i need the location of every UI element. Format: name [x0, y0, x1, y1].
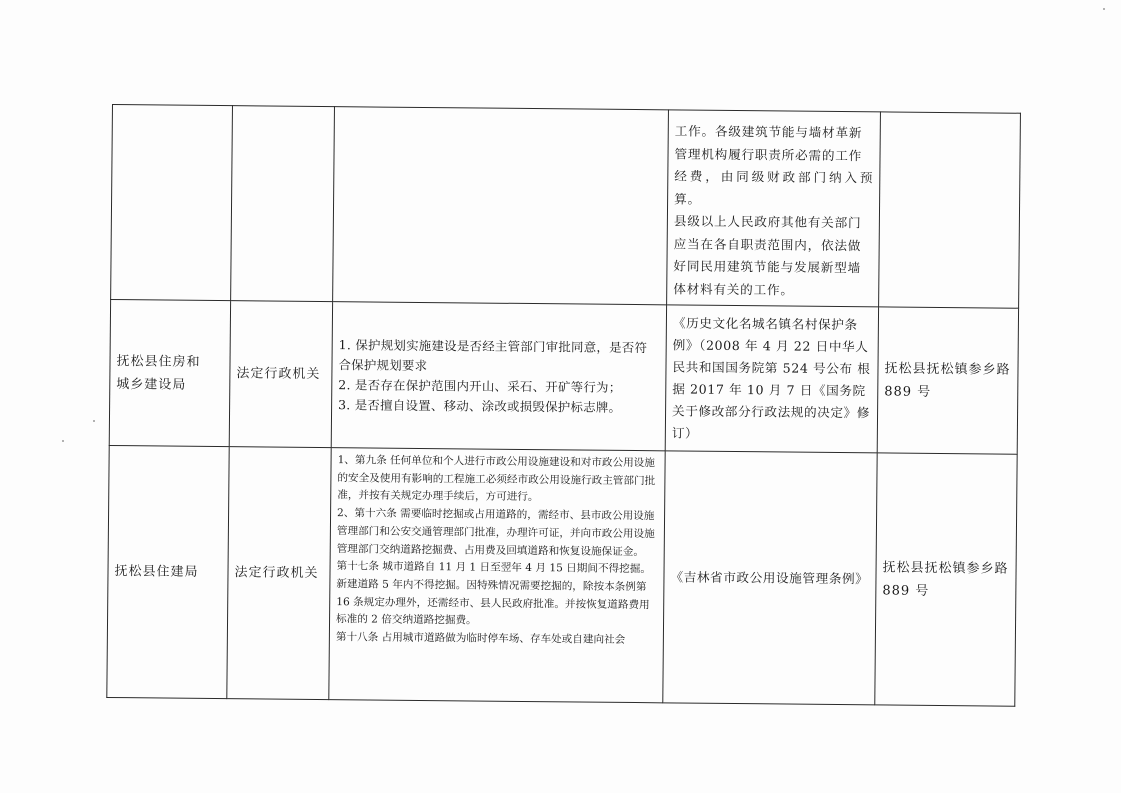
legal-basis-cell: 《吉林省市政公用设施管理条例》: [663, 451, 877, 705]
basis-line: 经费，由同级财政部门纳入预算。: [674, 168, 874, 207]
table-row: [107, 445, 1017, 706]
basis-line: 工作。各级建筑节能与墙材革新: [674, 123, 863, 141]
table-row: [109, 299, 1018, 454]
items-cell-empty: [333, 107, 669, 305]
basis-line: 体材料有关的工作。: [673, 280, 794, 298]
address-cell-empty: [879, 112, 1021, 308]
agency-nature-cell: 法定行政机关: [227, 447, 331, 700]
scan-speck: [62, 440, 64, 442]
inspection-item: 3. 是否擅自设置、移动、涂改或损毁保护标志牌。: [338, 396, 622, 415]
inspection-item: 2、第十六条 需要临时挖掘或占用道路的，需经市、县市政公用设施管理部门和公安交通管理部门批准，办理许可证，并向市政公用设施管理部门交纳道路挖掘费、占用费及回填道路和恢复设施保证金。: [336, 507, 655, 558]
inspection-items-cell: [329, 448, 665, 703]
address-cell: 抚松县抚松镇参乡路 889 号: [877, 307, 1018, 454]
basis-line: 县级以上人民政府其他有关部门: [673, 213, 862, 231]
agency-cell: 抚松县住建局: [107, 445, 229, 698]
legal-basis-cell: 《历史文化名城名镇名村保护条例》（2008 年 4 月 22 日中华人民共和国国务院第 524 号公布 根据 2017 年 10 月 7 日《国务院关于修改部分行政法规的决定》修订）: [665, 305, 878, 453]
address-cell: 抚松县抚松镇参乡路 889 号: [875, 453, 1017, 706]
nature-cell-empty: [231, 106, 335, 302]
inspection-item: 第十七条 城市道路自 11 月 1 日至翌年 4 月 15 日期间不得挖掘。新建道路 5 年内不得挖掘。因特殊情况需要挖掘的，除按本条例第 16 条规定办理外，还需经市、县人民政府批准。并按恢复道路费用标准的 2 倍交纳道路挖掘费。: [336, 560, 652, 627]
agency-line: 抚松县住房和: [116, 353, 201, 370]
inspection-item: 1. 保护规划实施建设是否经主管部门审批同意，是否符合保护规划要求: [338, 336, 648, 373]
supervision-table: [106, 104, 1021, 707]
inspection-items-cell: [331, 302, 666, 451]
inspection-item: 第十八条 占用城市道路做为临时停车场、存车处或自建向社会: [335, 631, 626, 646]
scan-speck: [93, 420, 95, 422]
legal-basis-cell: [667, 110, 881, 307]
scan-speck: [1103, 8, 1105, 10]
basis-line: 好同民用建筑节能与发展新型墙: [673, 258, 862, 276]
inspection-item: 1、第九条 任何单位和个人进行市政公用设施建设和对市政公用设施的安全及使用有影响的工程施工必须经市政公用设施行政主管部门批准，并按有关规定办理手续后，方可进行。: [337, 454, 656, 504]
table-row: [111, 105, 1021, 309]
agency-cell-empty: [111, 105, 233, 301]
agency-nature-cell: 法定行政机关: [229, 301, 332, 448]
inspection-item: 2. 是否存在保护范围内开山、采石、开矿等行为；: [338, 376, 622, 395]
basis-line: 管理机构履行职责所必需的工作: [674, 145, 863, 163]
agency-cell: [109, 299, 230, 446]
basis-line: 应当在各自职责范围内，依法做: [673, 235, 862, 253]
agency-line: 城乡建设局: [116, 376, 187, 393]
